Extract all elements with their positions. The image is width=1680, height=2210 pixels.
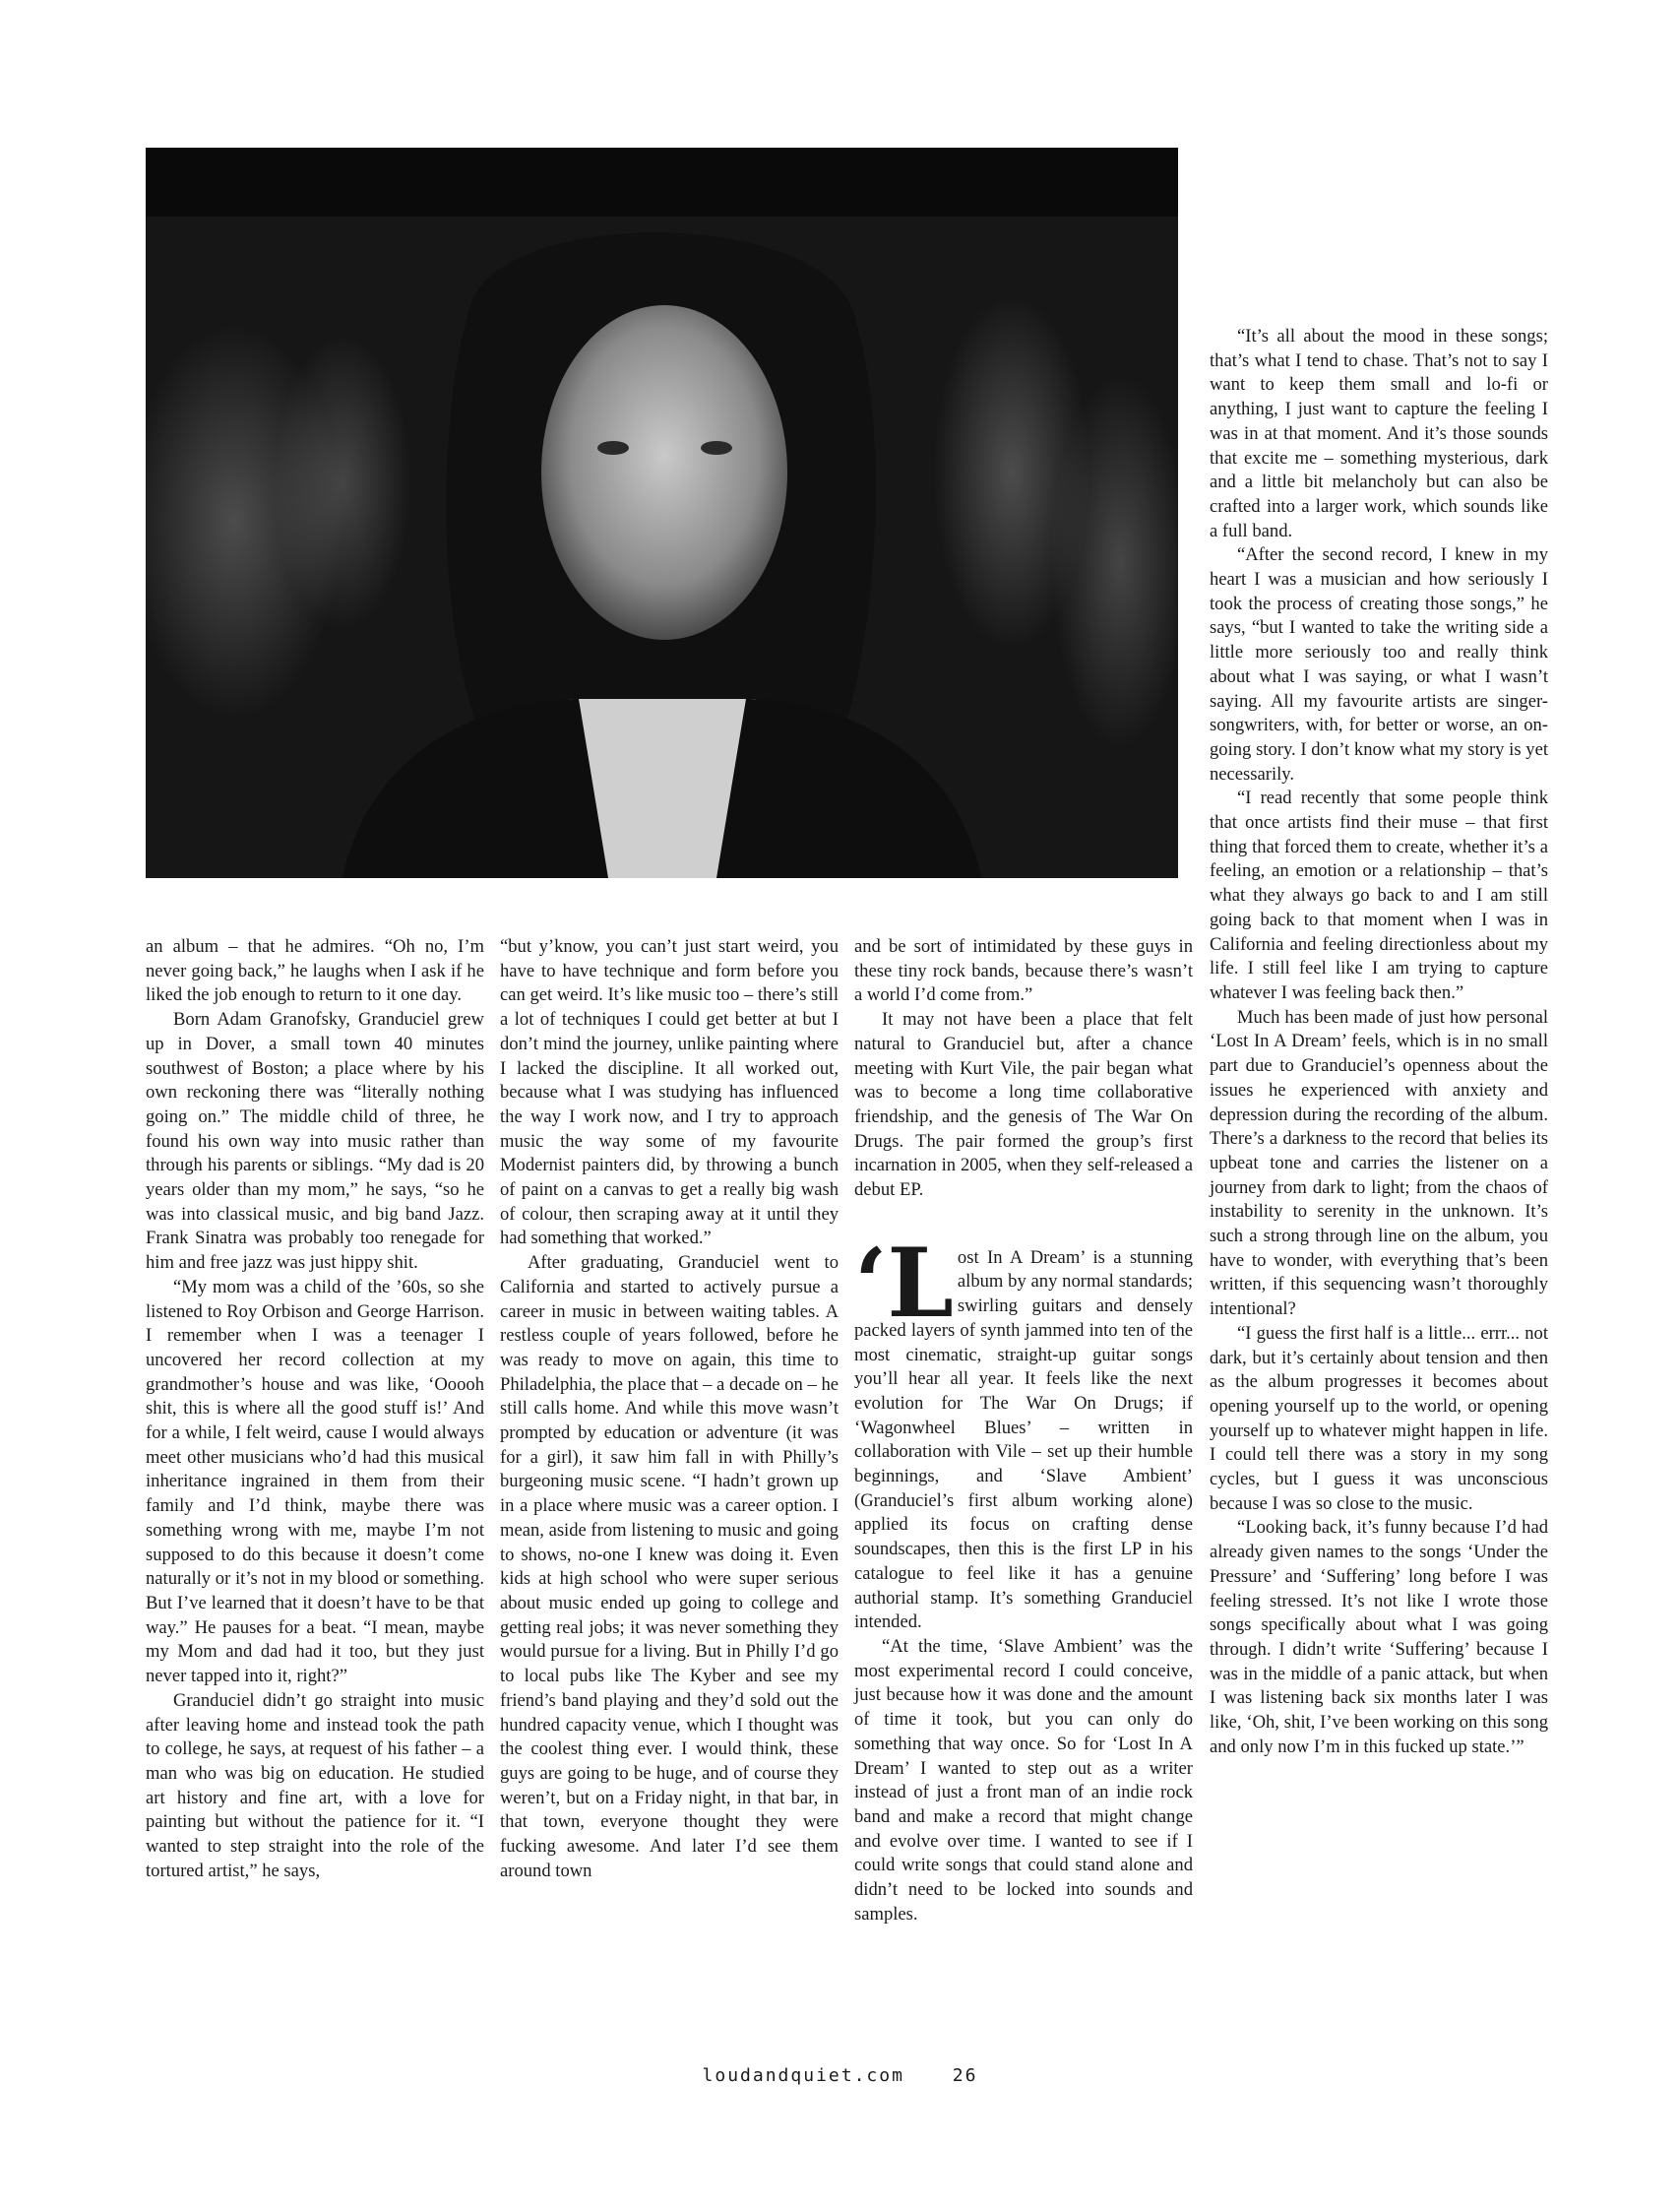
paragraph: an album – that he admires. “Oh no, I’m never going back,” he laughs when I ask if he liked the job enough to return to it one day. [146,936,484,1006]
paragraph: “After the second record, I knew in my heart I was a musician and how seriously I took the process of creating those songs,” he says, “but I wanted to take the writing side a little more seriously too and really think about what I was saying, or what I wasn’t saying. All my favourite artists are singer-songwriters, with, for better or worse, an on-going story. I don’t know what my story is yet necessarily. [1210,544,1548,785]
portrait-photo [146,148,1178,878]
paragraph: Born Adam Granofsky, Granduciel grew up in Dover, a small town 40 minutes southwest of Boston; a place where by his own reckoning there was “literally nothing going on.” The middle child of three, he found his own way into music rather than through his parents or siblings. “My dad is 20 years older than my mom,” he says, “so he was into classical music, and big band Jazz. Frank Sinatra was probably too renegade for him and free jazz was just hippy shit. [146,1009,484,1274]
article-column-3 [854,935,1193,1926]
page-number: 26 [952,2065,978,2086]
paragraph: After graduating, Granduciel went to California and started to actively pursue a career in music in between waiting tables. A restless couple of years followed, before he was ready to move on again, this time to Philadelphia, the place that – a decade on – he still calls home. And while this move wasn’t prompted by education or adventure (it was for a girl), it saw him fall in with Philly’s burgeoning music scene. “I hadn’t grown up in a place where music was a career option. I mean, aside from listening to music and going to shows, no-one I knew was doing it. Even kids at high school who were super serious about music ended up going to college and getting real jobs; it was never something they would pursue for a living. But in Philly I’d go to local pubs like The Kyber and see my friend’s band playing and they’d sold out the hundred capacity venue, which I thought was the coolest thing ever. I would think, these guys are going to be huge, and of course they weren’t, but on a Friday night, in that bar, in that town, everyone thought they were fucking awesome. And later I’d see them around town [500,1252,839,1881]
paragraph: “My mom was a child of the ’60s, so she listened to Roy Orbison and George Harrison. I remember when I was a teenager I uncovered her record collection at my grandmother’s house and was like, ‘Ooooh shit, this is where all the good stuff is!’ And for a while, I felt weird, cause I would always meet other musicians who’d had this musical inheritance ingrained in them from their family and I’d think, maybe there was something wrong with me, maybe I’m not supposed to do this because it doesn’t come naturally or it’s not in my blood or something. But I’ve learned that it doesn’t have to be that way.” He pauses for a beat. “I mean, maybe my Mom and dad had it too, but they just never tapped into it, right?” [146,1276,484,1687]
page-footer [0,2065,1680,2086]
paragraph: and be sort of intimidated by these guys in these tiny rock bands, because there’s wasn’t a world I’d come from.” [854,936,1193,1006]
paragraph: Much has been made of just how personal ‘Lost In A Dream’ feels, which is in no small part due to Granduciel’s openness about the issues he experienced with anxiety and depression during the recording of the album. There’s a darkness to the record that belies its upbeat tone and carries the listener on a journey from dark to light; from the chaos of instability to serenity in the unknown. It’s such a strong through line on the album, you have to wonder, with everything that’s been written, if this sequencing wasn’t thoroughly intentional? [1210,1006,1548,1320]
paragraph: “I read recently that some people think that once artists find their muse – that first thing that forced them to create, whether it’s a feeling, an emotion or a relationship – that’s what they always go back to and I am still going back to that moment when I was in California and feeling directionless about my life. I still feel like I am trying to capture whatever I was feeling back then.” [1210,788,1548,1003]
paragraph: “It’s all about the mood in these songs; that’s what I tend to chase. That’s not to say I want to keep them small and lo-fi or anything, I just want to capture the feeling I was in at that moment. And it’s those sounds that excite me – something mysterious, dark and a little bit melancholy but can also be crafted into a larger work, which sounds like a full band. [1210,326,1548,541]
dropcap: ‘L [854,1227,954,1339]
dropcap-paragraph [854,1227,1193,1635]
article-column-4 [1210,325,1548,1759]
article-column-1 [146,935,484,1883]
paragraph: “At the time, ‘Slave Ambient’ was the most experimental record I could conceive, just because how it was done and the amount of time it took, but you can only do something that way once. So for ‘Lost In A Dream’ I wanted to step out as a writer instead of just a front man of an indie rock band and make a record that might change and evolve over time. I wanted to see if I could write songs that could stand alone and didn’t need to be locked into sounds and samples. [854,1635,1193,1925]
paragraph-text: ost In A Dream’ is a stunning album by any normal standards; swirling guitars and densely packed layers of synth jammed into ten of the most cinematic, straight-up guitar songs you’ll hear all year. It feels like the next evolution for The War On Drugs; if ‘Wagonwheel Blues’ – written in collaboration with Vile – set up their humble beginnings, and ‘Slave Ambient’ (Granduciel’s first album working alone) applied its focus on crafting dense soundscapes, then this is the first LP in his catalogue to feel like it has a genuine authorial stamp. It’s something Granduciel intended. [854,1246,1193,1633]
paragraph: It may not have been a place that felt natural to Granduciel but, after a chance meeting with Kurt Vile, the pair began what was to become a long time collaborative friendship, and the genesis of The War On Drugs. The pair formed the group’s first incarnation in 2005, when they self-released a debut EP. [854,1009,1193,1201]
paragraph: “but y’know, you can’t just start weird, you have to have technique and form before you can get weird. It’s like music too – there’s still a lot of techniques I could get better at but I don’t mind the journey, unlike painting where I lacked the discipline. It all worked out, because what I was studying has influenced the way I work now, and I try to approach music the way some of my favourite Modernist painters did, by throwing a bunch of paint on a canvas to get a really big wash of colour, then scraping away at it until they had something that worked.” [500,936,839,1249]
article-column-2 [500,935,839,1883]
portrait-illustration [146,148,1178,878]
paragraph: Granduciel didn’t go straight into music after leaving home and instead took the path to college, he says, at request of his father – a man who was big on education. He studied art history and fine art, with a love for painting but without the patience for it. “I wanted to step straight into the role of the tortured artist,” he says, [146,1689,484,1881]
paragraph: “I guess the first half is a little... errr... not dark, but it’s certainly about tension and then as the album progresses it becomes about opening yourself up to the world, or opening yourself up to whatever might happen in life. I could tell there was a story in my song cycles, but I guess it was unconscious because I was so close to the music. [1210,1322,1548,1514]
site-name: loudandquiet.com [702,2065,904,2086]
paragraph: “Looking back, it’s funny because I’d had already given names to the songs ‘Under the Pressure’ and ‘Suffering’ long before I was feeling stressed. It’s not like I wrote those songs specifically about what I was going through. I didn’t write ‘Suffering’ because I was in the middle of a panic attack, but when I was listening back six months later I was like, ‘Oh, shit, I’ve been working on this song and only now I’m in this fucked up state.’” [1210,1517,1548,1757]
